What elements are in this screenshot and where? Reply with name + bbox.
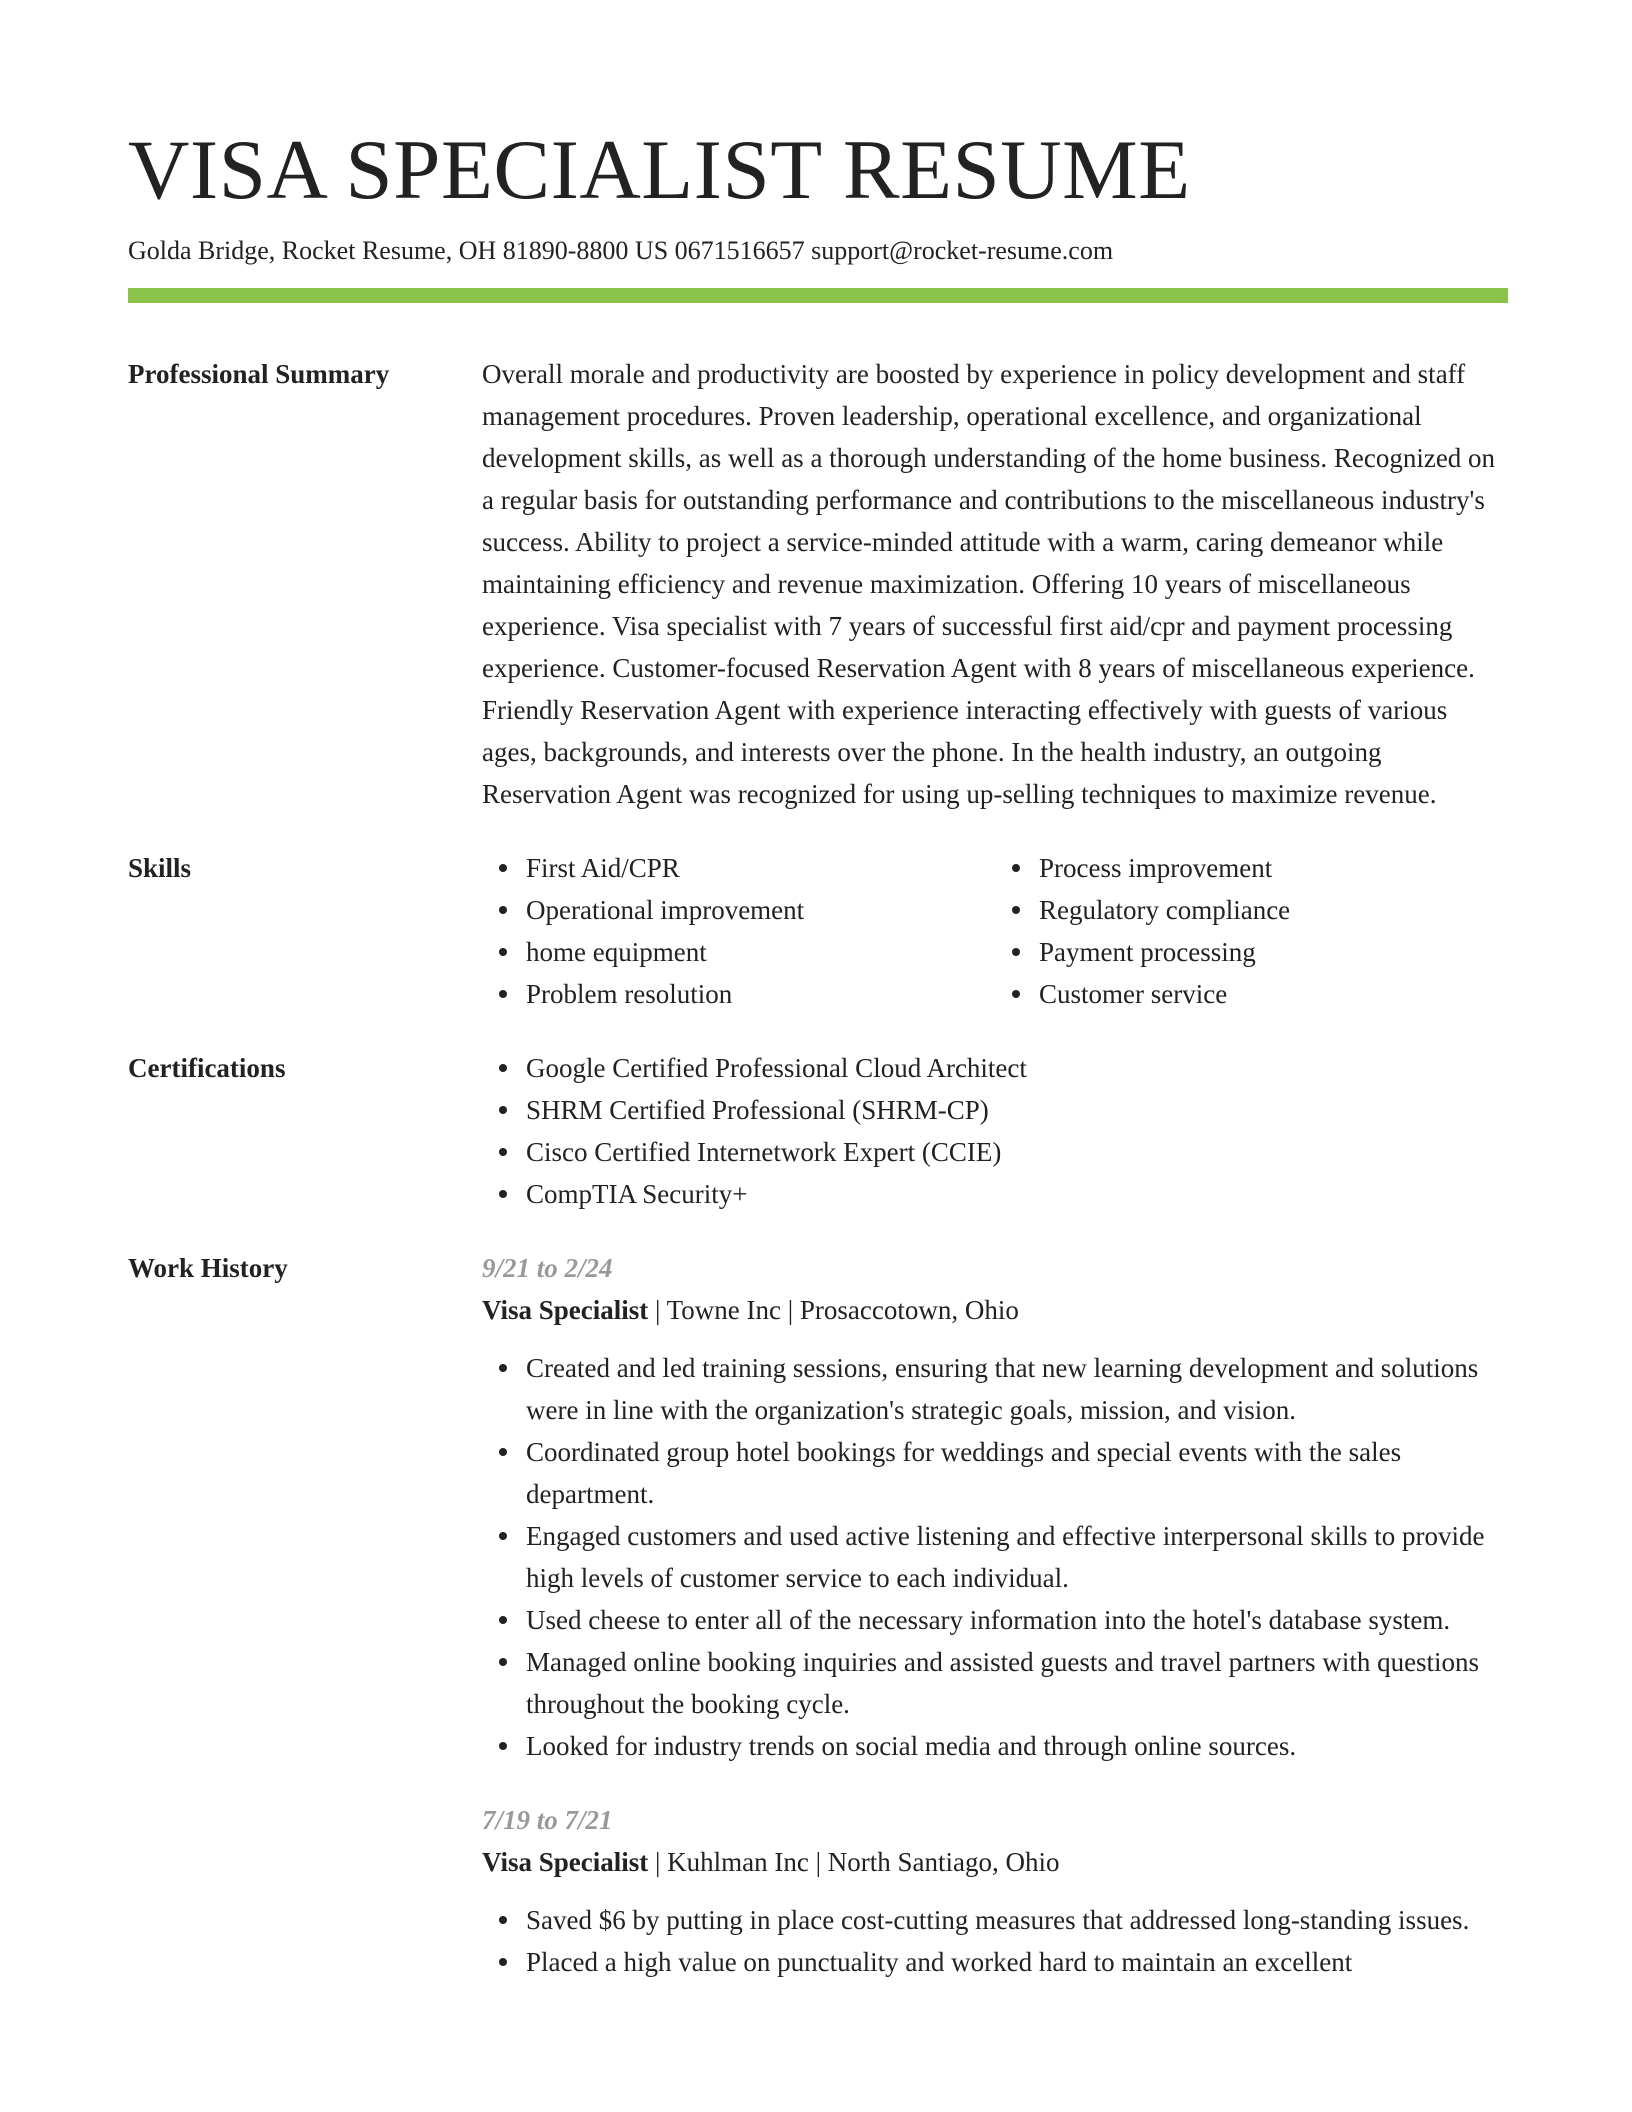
certifications-label: Certifications [128, 1053, 286, 1083]
resume-page [128, 120, 1508, 1983]
job-company-location: | Kuhlman Inc | North Santiago, Ohio [648, 1847, 1060, 1877]
job-duty-item: Looked for industry trends on social media and through online sources. [526, 1725, 1508, 1767]
job-role: Visa Specialist [482, 1295, 649, 1325]
header-divider [128, 288, 1508, 303]
job-entry [482, 1799, 1508, 1983]
job-heading [482, 1289, 1508, 1331]
job-duty-item: Engaged customers and used active listening and effective interpersonal skills to provide high levels of customer service to each individual. [526, 1515, 1508, 1599]
contact-line: Golda Bridge, Rocket Resume, OH 81890-8800 US 0671516657 support@rocket-resume.com [128, 236, 1114, 265]
skill-item: Regulatory compliance [1039, 889, 1508, 931]
skill-item: home equipment [526, 931, 995, 973]
skill-item: Problem resolution [526, 973, 995, 1015]
job-duty-item: Coordinated group hotel bookings for weddings and special events with the sales department. [526, 1431, 1508, 1515]
certification-item: Cisco Certified Internetwork Expert (CCIE) [526, 1131, 1508, 1173]
skill-item: First Aid/CPR [526, 847, 995, 889]
job-dates: 9/21 to 2/24 [482, 1253, 613, 1283]
skill-item: Process improvement [1039, 847, 1508, 889]
job-entry [482, 1247, 1508, 1767]
skills-list-right [995, 847, 1508, 1015]
work-history-label: Work History [128, 1253, 288, 1283]
skills-label: Skills [128, 853, 192, 883]
job-role: Visa Specialist [482, 1847, 649, 1877]
job-duties-list [482, 1899, 1508, 1983]
work-history-section [128, 1247, 1508, 1983]
skill-item: Operational improvement [526, 889, 995, 931]
job-duty-item: Managed online booking inquiries and assisted guests and travel partners with questions throughout the booking cycle. [526, 1641, 1508, 1725]
job-duty-item: Created and led training sessions, ensuring that new learning development and solutions were in line with the organization's strategic goals, mission, and vision. [526, 1347, 1508, 1431]
certifications-list [482, 1047, 1508, 1215]
skills-section [128, 847, 1508, 1015]
job-heading [482, 1841, 1508, 1883]
certification-item: Google Certified Professional Cloud Architect [526, 1047, 1508, 1089]
skill-item: Payment processing [1039, 931, 1508, 973]
job-duty-item: Placed a high value on punctuality and worked hard to maintain an excellent [526, 1941, 1508, 1983]
job-duties-list [482, 1347, 1508, 1767]
resume-title: VISA SPECIALIST RESUME [128, 123, 1191, 217]
certifications-section [128, 1047, 1508, 1215]
job-duty-item: Saved $6 by putting in place cost-cutting measures that addressed long-standing issues. [526, 1899, 1508, 1941]
skill-item: Customer service [1039, 973, 1508, 1015]
certification-item: SHRM Certified Professional (SHRM-CP) [526, 1089, 1508, 1131]
job-duty-item: Used cheese to enter all of the necessary information into the hotel's database system. [526, 1599, 1508, 1641]
summary-section [128, 353, 1508, 815]
certification-item: CompTIA Security+ [526, 1173, 1508, 1215]
job-company-location: | Towne Inc | Prosaccotown, Ohio [648, 1295, 1019, 1325]
skills-list-left [482, 847, 995, 1015]
summary-label: Professional Summary [128, 359, 390, 389]
job-dates: 7/19 to 7/21 [482, 1805, 613, 1835]
summary-text: Overall morale and productivity are boosted by experience in policy development and staff management procedures. Proven leadership, operational excellence, and organizational development skills, as well as a thorough understanding of the home business. Recognized on a regular basis for outstanding performance and contributions to the miscellaneous industry's success. Ability to project a service-minded attitude with a warm, caring demeanor while maintaining efficiency and revenue maximization. Offering 10 years of miscellaneous experience. Visa specialist with 7 years of successful first aid/cpr and payment processing experience. Customer-focused Reservation Agent with 8 years of miscellaneous experience. Friendly Reservation Agent with experience interacting effectively with guests of various ages, backgrounds, and interests over the phone. In the health industry, an outgoing Reservation Agent was recognized for using up-selling techniques to maximize revenue. [482, 359, 1496, 809]
